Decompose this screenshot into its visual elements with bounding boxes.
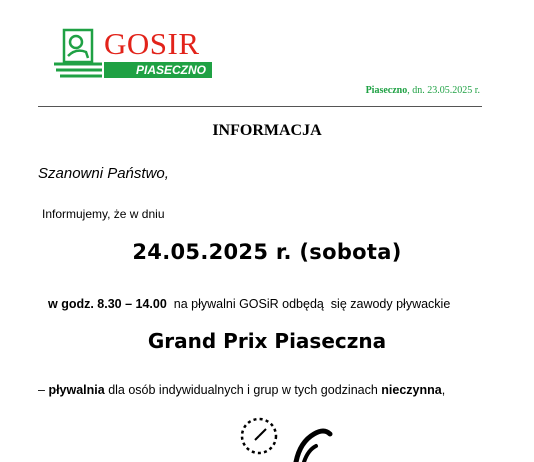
dateline [366, 85, 480, 96]
gosir-logo-icon [54, 28, 102, 80]
closure-bold-pool: pływalnia [48, 383, 105, 397]
closure-line [38, 383, 445, 397]
closure-dash: – [38, 383, 49, 397]
closure-end: , [441, 383, 446, 397]
document-heading: INFORMACJA [212, 122, 322, 139]
intro-text: Informujemy, że w dniu [42, 207, 165, 221]
hours-rest: na pływalni GOSiR odbędą się zawody pływackie [166, 297, 451, 311]
event-title: Grand Prix Piaseczna [147, 329, 387, 353]
clock-icon [238, 415, 280, 457]
salutation: Szanowni Państwo, [38, 165, 169, 182]
header-divider [38, 106, 482, 107]
swimmer-icon [288, 428, 338, 462]
logo-title: GOSIR [104, 26, 200, 61]
closure-bold-closed: nieczynna [381, 383, 442, 397]
gosir-logo [54, 28, 214, 80]
logo-subtitle: PIASECZNO [104, 62, 212, 78]
event-date: 24.05.2025 r. (sobota) [132, 240, 402, 264]
closure-middle: dla osób indywidualnych i grup w tych godzinach [104, 383, 382, 397]
hours-bold: w godz. 8.30 – 14.00 [48, 297, 167, 311]
hours-line [48, 297, 450, 311]
dateline-city: Piaseczno [365, 85, 408, 96]
dateline-date: , dn. 23.05.2025 r. [407, 85, 480, 96]
